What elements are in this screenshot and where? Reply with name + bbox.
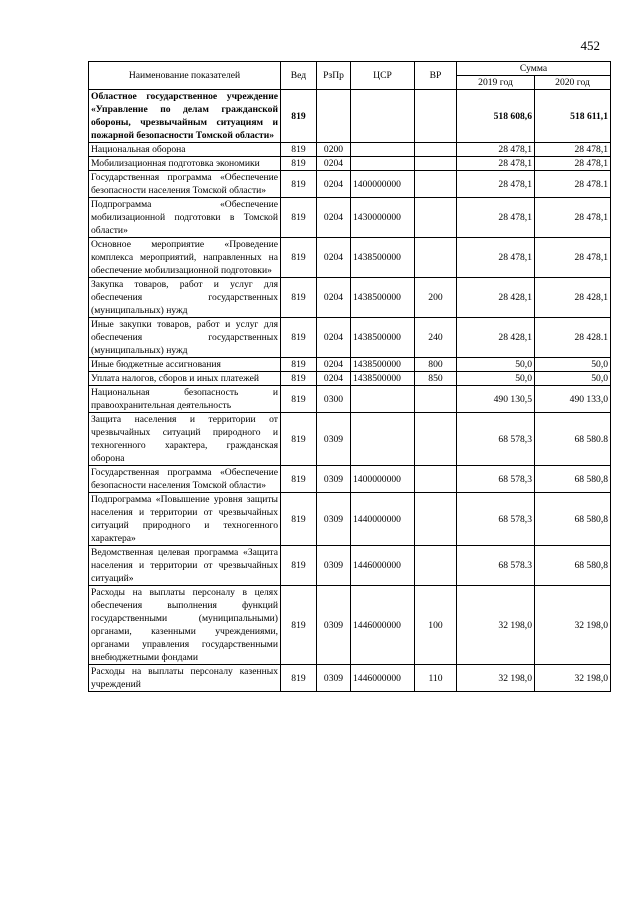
row-csr: 1438500000 [351, 318, 415, 358]
table-row [89, 546, 611, 586]
row-csr [351, 90, 415, 143]
row-name: Иные закупки товаров, работ и услуг для обеспечения государственных (муниципальных) нужд [89, 318, 281, 358]
row-name: Защита населения и территории от чрезвычайных ситуаций природного и техногенного характера, гражданская оборона [89, 413, 281, 466]
table-row [89, 143, 611, 157]
row-sum-2020: 68 580,8 [535, 493, 611, 546]
row-vr [415, 493, 457, 546]
row-csr [351, 413, 415, 466]
row-rzpr: 0204 [317, 198, 351, 238]
row-sum-2020: 32 198,0 [535, 586, 611, 665]
row-ved: 819 [281, 238, 317, 278]
table-row [89, 358, 611, 372]
row-sum-2019: 28 428,1 [457, 318, 535, 358]
row-rzpr: 0309 [317, 586, 351, 665]
row-vr [415, 143, 457, 157]
row-name: Подпрограмма «Повышение уровня защиты населения и территории от чрезвычайных ситуаций природного и техногенного характера» [89, 493, 281, 546]
row-csr: 1446000000 [351, 586, 415, 665]
row-vr [415, 198, 457, 238]
table-row [89, 466, 611, 493]
row-name: Государственная программа «Обеспечение безопасности населения Томской области» [89, 466, 281, 493]
header-2019: 2019 год [457, 76, 535, 90]
row-rzpr: 0204 [317, 318, 351, 358]
header-csr: ЦСР [351, 62, 415, 90]
row-sum-2020: 28 478.1 [535, 171, 611, 198]
header-ved: Вед [281, 62, 317, 90]
row-sum-2020: 28 478,1 [535, 198, 611, 238]
row-csr: 1400000000 [351, 466, 415, 493]
row-sum-2020: 50,0 [535, 372, 611, 386]
row-ved: 819 [281, 318, 317, 358]
row-csr [351, 143, 415, 157]
row-sum-2019: 68 578,3 [457, 413, 535, 466]
row-ved: 819 [281, 546, 317, 586]
row-csr [351, 386, 415, 413]
row-sum-2019: 50,0 [457, 372, 535, 386]
row-sum-2019: 32 198,0 [457, 586, 535, 665]
row-vr: 850 [415, 372, 457, 386]
row-vr [415, 386, 457, 413]
row-ved: 819 [281, 278, 317, 318]
row-sum-2019: 28 428,1 [457, 278, 535, 318]
row-name: Закупка товаров, работ и услуг для обеспечения государственных (муниципальных) нужд [89, 278, 281, 318]
row-vr: 200 [415, 278, 457, 318]
row-csr: 1438500000 [351, 278, 415, 318]
row-rzpr: 0309 [317, 413, 351, 466]
row-vr: 240 [415, 318, 457, 358]
row-csr: 1438500000 [351, 372, 415, 386]
row-ved: 819 [281, 157, 317, 171]
row-name: Иные бюджетные ассигнования [89, 358, 281, 372]
row-vr [415, 171, 457, 198]
row-sum-2020: 28 428.1 [535, 318, 611, 358]
page-number: 452 [580, 38, 600, 53]
row-rzpr: 0204 [317, 372, 351, 386]
row-rzpr: 0309 [317, 546, 351, 586]
row-csr: 1438500000 [351, 358, 415, 372]
row-sum-2020: 490 133,0 [535, 386, 611, 413]
row-name: Областное государственное учреждение «Управление по делам гражданской обороны, чрезвычайным ситуациям и пожарной безопасности Томской области» [89, 90, 281, 143]
row-sum-2019: 490 130,5 [457, 386, 535, 413]
row-sum-2020: 50,0 [535, 358, 611, 372]
row-sum-2020: 68 580.8 [535, 413, 611, 466]
table-row [89, 171, 611, 198]
row-vr [415, 90, 457, 143]
row-ved: 819 [281, 665, 317, 692]
row-sum-2020: 28 478,1 [535, 157, 611, 171]
row-csr [351, 157, 415, 171]
row-name: Основное мероприятие «Проведение комплекса мероприятий, направленных на обеспечение мобилизационной подготовки» [89, 238, 281, 278]
table-row [89, 278, 611, 318]
row-sum-2020: 68 580,8 [535, 466, 611, 493]
row-csr: 1440000000 [351, 493, 415, 546]
row-sum-2019: 32 198,0 [457, 665, 535, 692]
header-vr: ВР [415, 62, 457, 90]
row-ved: 819 [281, 171, 317, 198]
row-ved: 819 [281, 493, 317, 546]
row-rzpr: 0204 [317, 278, 351, 318]
row-sum-2019: 68 578,3 [457, 466, 535, 493]
row-ved: 819 [281, 586, 317, 665]
row-name: Национальная безопасность и правоохранительная деятельность [89, 386, 281, 413]
row-rzpr: 0309 [317, 665, 351, 692]
row-name: Национальная оборона [89, 143, 281, 157]
row-rzpr: 0200 [317, 143, 351, 157]
row-vr [415, 546, 457, 586]
row-ved: 819 [281, 413, 317, 466]
row-sum-2019: 28 478,1 [457, 157, 535, 171]
row-sum-2019: 50,0 [457, 358, 535, 372]
row-ved: 819 [281, 90, 317, 143]
row-rzpr: 0204 [317, 358, 351, 372]
row-csr: 1438500000 [351, 238, 415, 278]
row-sum-2019: 68 578,3 [457, 493, 535, 546]
table-row [89, 318, 611, 358]
row-sum-2020: 32 198,0 [535, 665, 611, 692]
row-sum-2020: 68 580,8 [535, 546, 611, 586]
row-vr [415, 466, 457, 493]
header-2020: 2020 год [535, 76, 611, 90]
table-row [89, 238, 611, 278]
row-vr [415, 157, 457, 171]
row-name: Ведомственная целевая программа «Защита населения и территории от чрезвычайных ситуаций» [89, 546, 281, 586]
row-sum-2019: 28 478,1 [457, 171, 535, 198]
table-row [89, 90, 611, 143]
row-ved: 819 [281, 358, 317, 372]
row-rzpr: 0204 [317, 157, 351, 171]
row-rzpr: 0204 [317, 171, 351, 198]
row-sum-2019: 68 578.3 [457, 546, 535, 586]
header-sum: Сумма [457, 62, 611, 76]
row-name: Расходы на выплаты персоналу в целях обеспечения выполнения функций государственными (муниципальными) органами, казенными учреждениями, органами управления государственными внебюджетными фондами [89, 586, 281, 665]
row-vr [415, 413, 457, 466]
row-sum-2020: 28 428,1 [535, 278, 611, 318]
table-row [89, 665, 611, 692]
row-vr: 100 [415, 586, 457, 665]
row-ved: 819 [281, 372, 317, 386]
row-rzpr: 0309 [317, 466, 351, 493]
row-ved: 819 [281, 198, 317, 238]
row-rzpr: 0309 [317, 493, 351, 546]
row-csr: 1400000000 [351, 171, 415, 198]
table-row [89, 372, 611, 386]
row-sum-2019: 28 478,1 [457, 143, 535, 157]
row-csr: 1446000000 [351, 546, 415, 586]
table-row [89, 386, 611, 413]
row-name: Мобилизационная подготовка экономики [89, 157, 281, 171]
row-name: Уплата налогов, сборов и иных платежей [89, 372, 281, 386]
header-name: Наименование показателей [89, 62, 281, 90]
row-ved: 819 [281, 466, 317, 493]
table-row [89, 413, 611, 466]
row-sum-2019: 28 478,1 [457, 198, 535, 238]
row-rzpr: 0300 [317, 386, 351, 413]
budget-table [88, 61, 611, 692]
row-sum-2019: 28 478,1 [457, 238, 535, 278]
row-name: Подпрограмма «Обеспечение мобилизационной подготовки в Томской области» [89, 198, 281, 238]
row-sum-2020: 28 478,1 [535, 238, 611, 278]
row-ved: 819 [281, 143, 317, 157]
row-vr: 800 [415, 358, 457, 372]
row-ved: 819 [281, 386, 317, 413]
table-row [89, 493, 611, 546]
row-rzpr [317, 90, 351, 143]
row-vr [415, 238, 457, 278]
row-sum-2019: 518 608,6 [457, 90, 535, 143]
row-name: Расходы на выплаты персоналу казенных учреждений [89, 665, 281, 692]
header-rzpr: РзПр [317, 62, 351, 90]
table-row [89, 198, 611, 238]
table-row [89, 586, 611, 665]
row-rzpr: 0204 [317, 238, 351, 278]
row-sum-2020: 518 611,1 [535, 90, 611, 143]
row-sum-2020: 28 478,1 [535, 143, 611, 157]
row-vr: 110 [415, 665, 457, 692]
row-name: Государственная программа «Обеспечение безопасности населения Томской области» [89, 171, 281, 198]
table-row [89, 157, 611, 171]
row-csr: 1430000000 [351, 198, 415, 238]
row-csr: 1446000000 [351, 665, 415, 692]
